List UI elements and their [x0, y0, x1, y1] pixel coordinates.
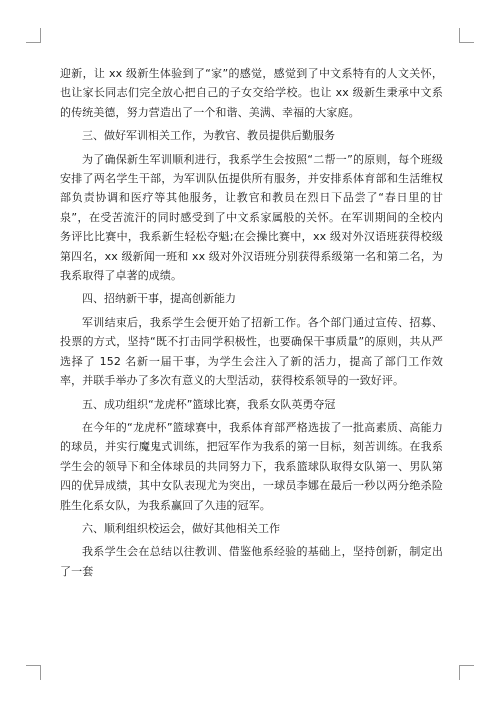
- crop-mark-bottom-left: [26, 665, 41, 680]
- crop-mark-bottom-right: [459, 665, 474, 680]
- section-heading-3: 三、做好军训相关工作，为教官、教员提供后勤服务: [82, 129, 335, 143]
- paragraph-continued: 迎新，让 xx 级新生体验到了“家”的感觉，感觉到了中文系特有的人文关怀，也让家长同志们完全放心把自己的子女交给学校。也让 xx 级新生秉承中文系的传统美德，努力营造出了一个和谐、美满、幸福的大家庭。: [60, 67, 443, 119]
- paragraph-recruitment: 军训结束后，我系学生会便开始了招新工作。各个部门通过宣传、招募、投票的方式，坚持“既不打击同学积极性，也要确保干事质量”的原则，共从严选择了 152 名新一届干事，为学生会注入了新的活力，提高了部门工作效率，并联手举办了多次有意义的大型活动，获得校系领导的一致好评。: [60, 315, 443, 388]
- section-heading-5: 五、成功组织“龙虎杯”篮球比赛，我系女队英勇夺冠: [82, 397, 336, 411]
- section-heading-4: 四、招纳新干事，提高创新能力: [82, 292, 236, 306]
- paragraph-military-training: 为了确保新生军训顺利进行，我系学生会按照“二帮一”的原则，每个班级安排了两名学生干部，为军训队伍提供所有服务，并安排系体育部和生活维权部负责协调和医疗等其他服务，让教官和教员在烈日下品尝了“春日里的甘泉”，在受苦流汗的同时感受到了中文系家属般的关怀。在军训期间的全校内务评比比赛中，我系新生轻松夺魁;在会操比赛中，xx 级对外汉语班获得校级第四名，xx 级新闻一班和 xx 级对外汉语班分别获得系级第一名和第二名，为我系取得了卓著的成绩。: [60, 152, 443, 283]
- section-heading-6: 六、顺利组织校运会，做好其他相关工作: [82, 521, 280, 535]
- paragraph-sports-meet: 我系学生会在总结以往教训、借鉴他系经验的基础上，坚持创新，制定出了一套: [60, 545, 443, 578]
- paragraph-basketball: 在今年的“龙虎杯”篮球赛中，我系体育部严格选拔了一批高素质、高能力的球员，并实行魔鬼式训练，把冠军作为我系的第一目标，刻苦训练。在我系学生会的领导下和全体球员的共同努力下，我系篮球队取得女队第一、男队第四的优异成绩，其中女队表现尤为突出，一球员李娜在最后一秒以两分绝杀险胜生化系女队，为我系赢回了久违的冠军。: [60, 420, 443, 512]
- crop-mark-top-right: [459, 28, 474, 43]
- crop-mark-top-left: [26, 28, 41, 43]
- document-body: [60, 64, 443, 585]
